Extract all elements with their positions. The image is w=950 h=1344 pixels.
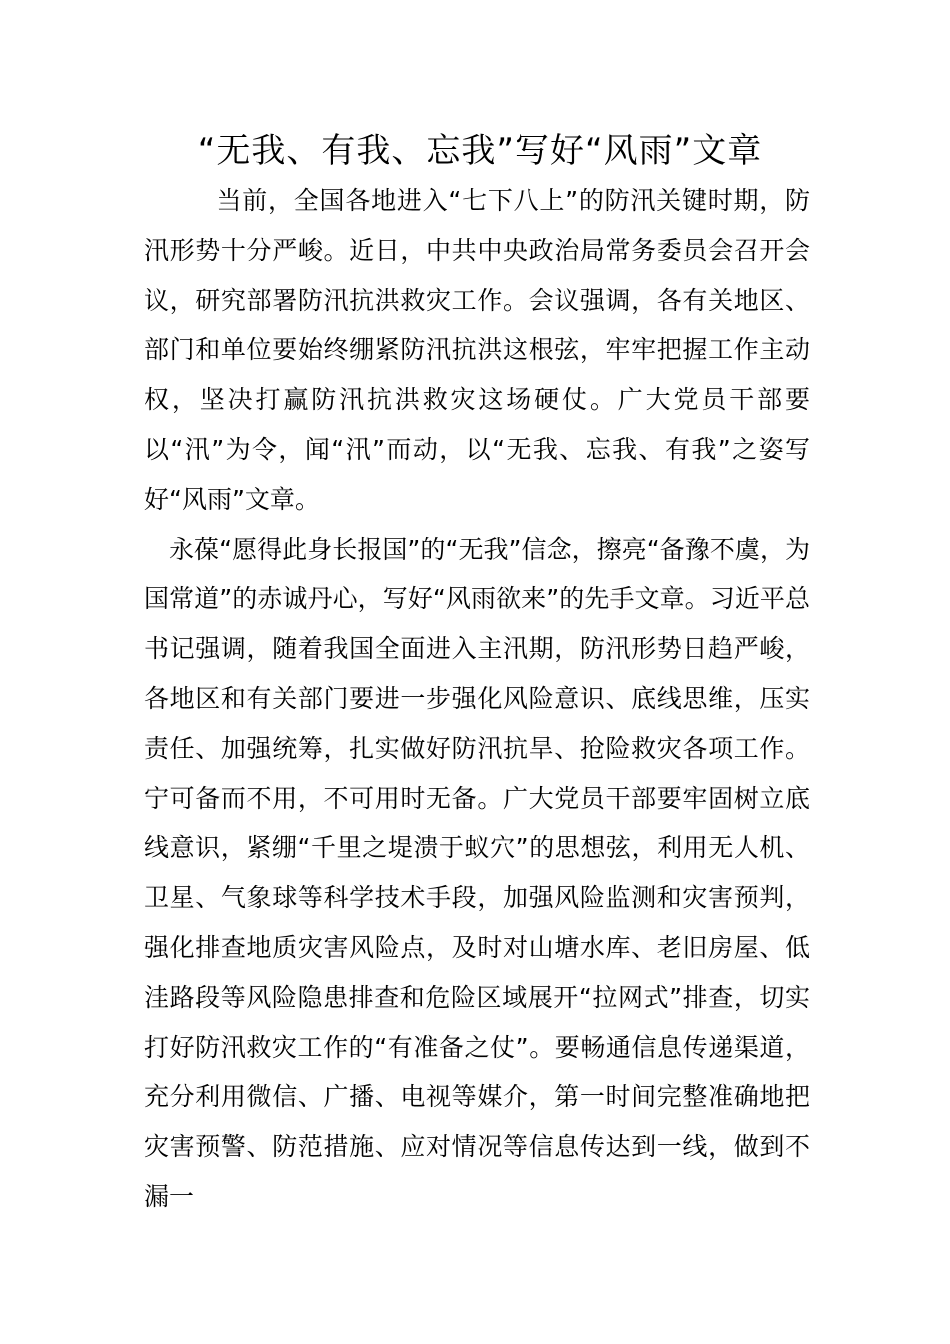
paragraph-intro: 当前，全国各地进入“七下八上”的防汛关键时期，防汛形势十分严峻。近日，中共中央政治局常务委员会召开会议，研究部署防汛抗洪救灾工作。会议强调，各有关地区、部门和单位要始终绷紧防汛抗洪这根弦，牢牢把握工作主动权，坚决打赢防汛抗洪救灾这场硬仗。广大党员干部要以“汛”为令，闻“汛”而动，以“无我、忘我、有我”之姿写好“风雨”文章。 — [144, 186, 810, 514]
document-title: “无我、有我、忘我”写好“风雨”文章 — [197, 131, 763, 171]
paragraph-wuwo: 永葆“愿得此身长报国”的“无我”信念，擦亮“备豫不虞，为国常道”的赤诚丹心，写好“风雨欲来”的先手文章。习近平总书记强调，随着我国全面进入主汛期，防汛形势日趋严峻，各地区和有关部门要进一步强化风险意识、底线思维，压实责任、加强统筹，扎实做好防汛抗旱、抢险救灾各项工作。宁可备而不用，不可用时无备。广大党员干部要牢固树立底线意识，紧绷“千里之堤溃于蚁穴”的思想弦，利用无人机、卫星、气象球等科学技术手段，加强风险监测和灾害预判，强化排查地质灾害风险点，及时对山塘水库、老旧房屋、低洼路段等风险隐患排查和危险区域展开“拉网式”排查，切实打好防汛救灾工作的“有准备之仗”。要畅通信息传递渠道，充分利用微信、广播、电视等媒介，第一时间完整准确地把灾害预警、防范措施、应对情况等信息传达到一线，做到不漏一 — [144, 534, 810, 1211]
document-body — [144, 176, 810, 1222]
